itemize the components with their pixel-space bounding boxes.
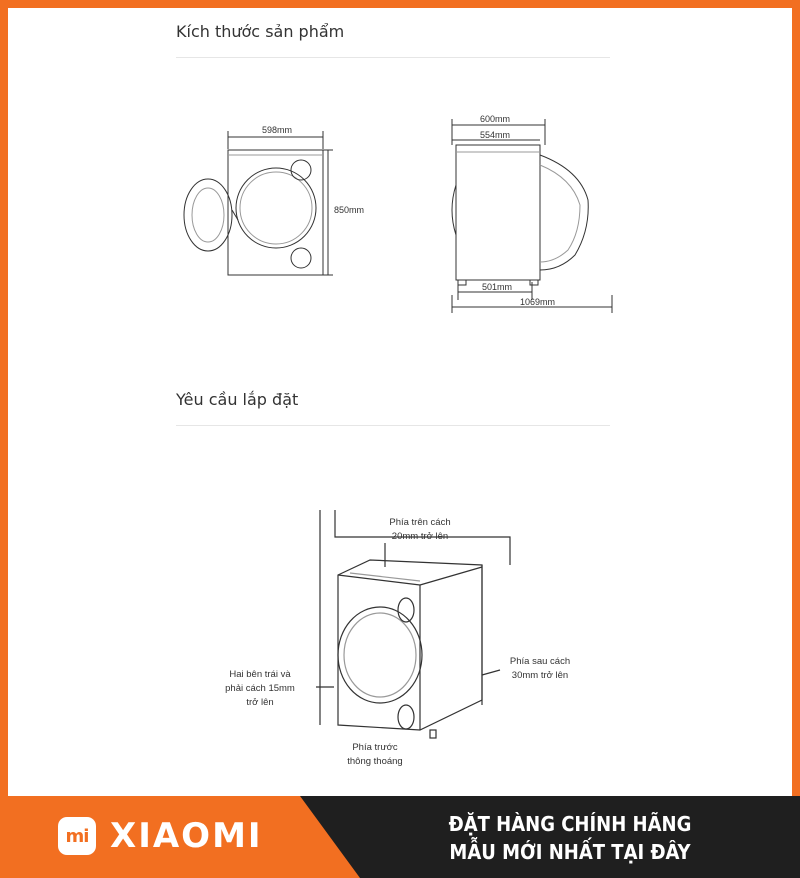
total-depth-label: 600mm [480,114,511,124]
back-clearance-line1: Phía sau cách [509,656,571,667]
washer-install-icon [220,505,590,775]
top-clearance-line2: 20mm trở lên [391,531,449,542]
side-clearance-line3: trở lên [246,697,274,708]
brand-name: XIAOMI [110,816,263,856]
side-clearance-line1: Hai bên trái và [229,669,291,680]
base-depth-label: 501mm [482,282,513,292]
height-label: 850mm [334,205,365,215]
front-clearance-line1: Phía trước [352,742,398,753]
washer-side-icon [440,110,620,315]
footer-banner[interactable] [0,796,800,878]
install-title: Yêu cầu lắp đặt [176,390,299,409]
body-depth-label: 554mm [480,130,511,140]
cta-line1[interactable]: ĐẶT HÀNG CHÍNH HÃNG [448,812,692,836]
front-clearance-line2: thông thoáng [347,756,403,767]
door-open-depth-label: 1069mm [520,297,556,307]
top-clearance-line1: Phía trên cách [389,517,451,528]
dimensions-title: Kích thước sản phẩm [176,22,345,41]
mi-logo-icon: mi [58,817,96,855]
footer-right [300,796,800,878]
cta-line2[interactable]: MẪU MỚI NHẤT TẠI ĐÂY [449,840,691,864]
side-clearance-line2: phải cách 15mm [225,683,295,694]
washer-front-icon [176,115,365,290]
front-width-label: 598mm [262,125,293,135]
divider [176,57,610,58]
back-clearance-line2: 30mm trở lên [511,670,569,681]
divider [176,425,610,426]
